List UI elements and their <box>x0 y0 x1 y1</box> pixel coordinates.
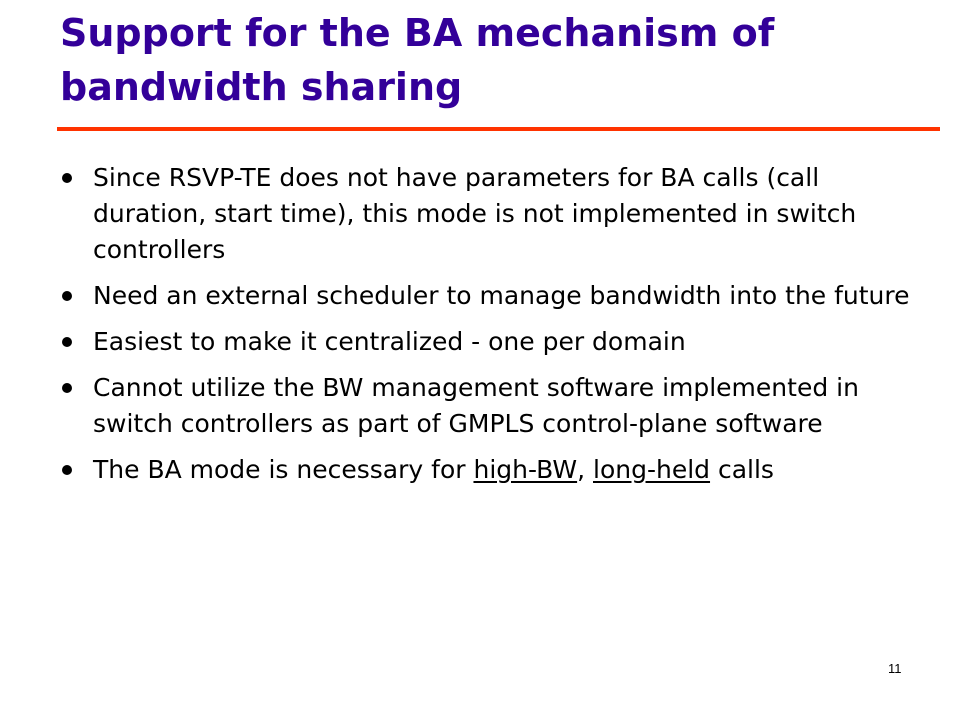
bullet-item <box>62 324 922 360</box>
slide-title: Support for the BA mechanism of bandwidth sharing <box>60 11 775 109</box>
bullet-dot-icon <box>62 337 72 347</box>
bullet-text: Easiest to make it centralized - one per domain <box>93 327 686 356</box>
bullet-dot-icon <box>62 383 72 393</box>
bullet-text: Cannot utilize the BW management software implemented in switch controllers as part of GMPLS control-plane software <box>93 373 859 438</box>
bullet-dot-icon <box>62 173 72 183</box>
bullet-dot-icon <box>62 465 72 475</box>
bullet-item <box>62 370 922 442</box>
bullet-text-prefix: The BA mode is necessary for <box>93 455 474 484</box>
bullet-dot-icon <box>62 291 72 301</box>
bullet-item <box>62 452 922 488</box>
title-divider <box>57 127 940 131</box>
underlined-term-high-bw: high-BW <box>473 455 578 484</box>
bullet-list <box>62 160 922 498</box>
bullet-text: Since RSVP-TE does not have parameters for BA calls (call duration, start time), this mode is not implemented in switch controllers <box>93 163 857 264</box>
page-number: 11 <box>888 661 902 676</box>
bullet-text-suffix: calls <box>710 455 774 484</box>
bullet-item <box>62 160 922 268</box>
bullet-text-separator: , <box>577 455 593 484</box>
bullet-text: Need an external scheduler to manage bandwidth into the future <box>93 281 910 310</box>
bullet-text <box>93 455 774 484</box>
underlined-term-long-held: long-held <box>593 455 711 484</box>
bullet-item <box>62 278 922 314</box>
